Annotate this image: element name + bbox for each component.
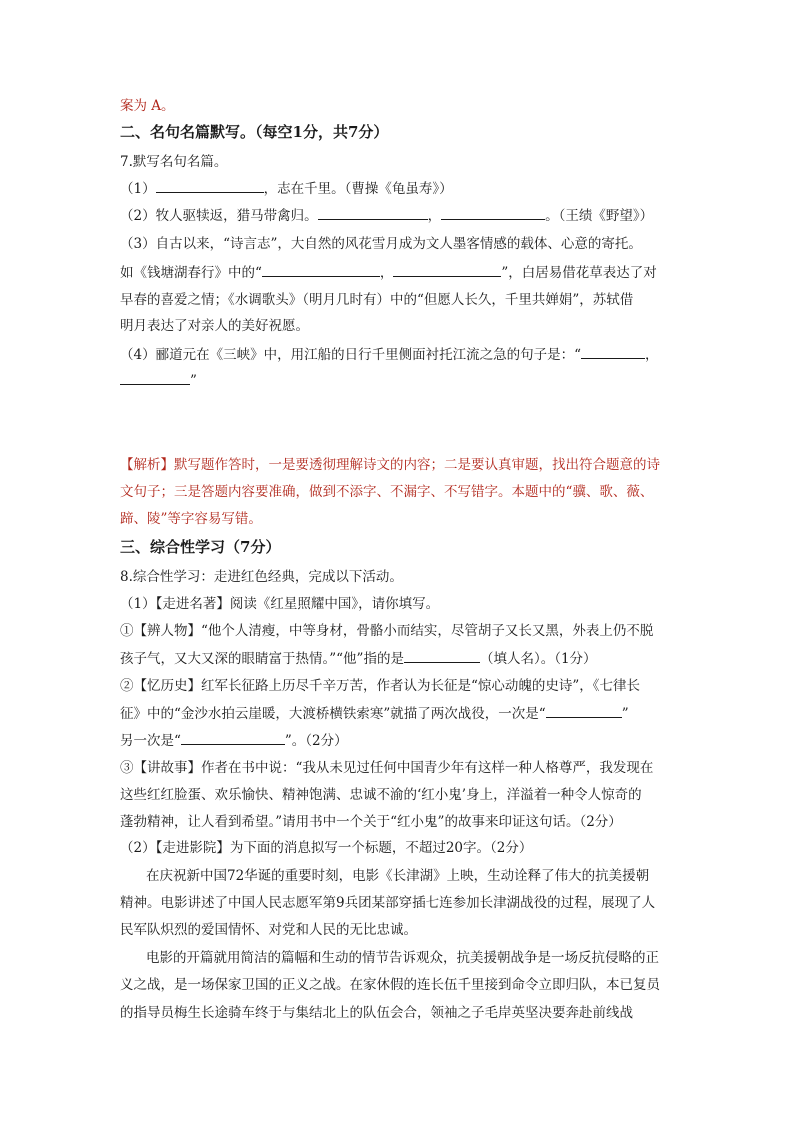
q8-item-2-line-3	[120, 730, 680, 751]
q7-item-4-close: ”	[190, 373, 197, 389]
blank	[393, 262, 501, 277]
answer-tail: 案为 A。	[120, 98, 175, 114]
q8-item-1-line-2	[120, 648, 680, 669]
news-para-1-line-2: 精神。电影讲述了中国人民志愿军第9兵团某部穿插七连参加长津湖战役的过程，展现了人	[120, 895, 656, 911]
q7-item-3-mid: ，	[379, 265, 394, 281]
q7-item-3-line-1: （3）自古以来，“诗言志”，大自然的风花雪月成为文人墨客情感的载体、心意的寄托。	[120, 236, 642, 252]
blank	[262, 262, 380, 277]
q8-item-2-line-3-suffix: ”。（2分）	[284, 733, 348, 749]
analysis-line-3: 蹄、陵”等字容易写错。	[120, 511, 262, 527]
blank	[181, 730, 285, 745]
q8-part-2: （2）【走进影院】为下面的消息拟写一个标题，不超过20字。（2分）	[120, 840, 533, 856]
blank	[156, 178, 264, 193]
news-para-2-line-2: 义之战，是一场保家卫国的正义之战。在家休假的连长伍千里接到命令立即归队，本已复员	[120, 977, 660, 993]
q8-item-3-line-1: ③【讲故事】作者在书中说：“我从未见过任何中国青少年有这样一种人格尊严，我发现在	[120, 760, 654, 776]
q8-item-2-line-3-prefix: 另一次是“	[120, 733, 181, 749]
q7-item-3-line-3: 早春的喜爱之情；《水调歌头》（明月几时有）中的“但愿人长久，千里共婵娟”，苏轼借	[120, 292, 634, 308]
q7-item-4-line-1	[120, 344, 680, 365]
blank	[581, 344, 645, 359]
question-7: 7.默写名句名篇。	[120, 154, 228, 170]
news-para-2-line-3: 的指导员梅生长途骑车终于与集结北上的队伍会合，领袖之子毛岸英坚决要奔赴前线战	[120, 1005, 633, 1021]
blank	[120, 370, 190, 385]
q7-item-3-line-4: 明月表达了对亲人的美好祝愿。	[120, 318, 309, 334]
section-heading-3: 三、综合性学习（7分）	[120, 538, 281, 556]
q8-item-2-prefix: 征》中的“金沙水拍云崖暖，大渡桥横铁索寒”就描了两次战役，一次是“	[120, 706, 546, 722]
q8-item-3-line-2: 这些红红脸蛋、欢乐愉快、精神饱满、忠诚不渝的‘红小鬼’身上，洋溢着一种令人惊奇的	[120, 787, 642, 803]
analysis-line-2: 文句子；三是答题内容要准确，做到不添字、不漏字、不写错字。本题中的“骥、歌、薇、	[120, 484, 654, 500]
q7-item-4-prefix: （4）郦道元在《三峡》中，用江船的日行千里侧面衬托江流之急的句子是：“	[120, 347, 581, 363]
blank	[546, 703, 622, 718]
news-para-1-line-3: 民军队炽烈的爱国情怀、对党和人民的无比忠诚。	[120, 922, 417, 938]
news-para-1-line-1: 在庆祝新中国72华诞的重要时刻，电影《长津湖》上映，生动诠释了伟大的抗美援朝	[146, 868, 650, 884]
q7-item-3-suffix: ”，白居易借花草表达了对	[501, 265, 657, 281]
q8-item-2-line-1: ②【忆历史】红军长征路上历尽千辛万苦，作者认为长征是“惊心动魄的史诗”，《七律长	[120, 678, 641, 694]
q7-item-2-prefix: （2）牧人驱犊返，猎马带禽归。	[120, 208, 318, 224]
q7-item-2	[120, 205, 680, 226]
q8-item-1-prefix: 孩子气，又大又深的眼睛富于热情。”“他”指的是	[120, 651, 404, 667]
q8-item-2-line-2	[120, 703, 680, 724]
blank	[441, 205, 545, 220]
blank	[318, 205, 428, 220]
q7-item-3-line-2	[120, 262, 680, 283]
q7-item-1-prefix: （1）	[120, 181, 156, 197]
q7-item-3-prefix: 如《钱塘湖春行》中的“	[120, 265, 262, 281]
q7-item-2-mid: ，	[427, 208, 442, 224]
blank	[404, 648, 480, 663]
q7-item-4-comma: ，	[645, 347, 659, 363]
analysis-line-1: 【解析】默写题作答时，一是要透彻理解诗文的内容；二是要认真审题，找出符合题意的诗	[120, 457, 660, 473]
q7-item-1	[120, 178, 680, 199]
news-para-2-line-1: 电影的开篇就用简洁的篇幅和生动的情节告诉观众，抗美援朝战争是一场反抗侵略的正	[146, 950, 659, 966]
q8-item-2-close: ”	[621, 706, 629, 722]
q7-item-4-line-2	[120, 370, 680, 391]
q7-item-1-suffix: ，志在千里。（曹操《龟虽寿》）	[263, 181, 453, 197]
q8-item-1-suffix: （填人名）。（1分）	[479, 651, 597, 667]
q8-item-1-line-1: ①【辨人物】“他个人清瘦，中等身材，骨骼小而结实，尽管胡子又长又黑，外表上仍不脱	[120, 623, 654, 639]
question-8: 8.综合性学习：走进红色经典，完成以下活动。	[120, 569, 403, 585]
q8-item-3-line-3: 蓬勃精神，让人看到希望。”请用书中一个关于“红小鬼”的故事来印证这句话。（2分）	[120, 814, 622, 830]
q7-item-2-suffix: 。（王绩《野望》）	[545, 208, 654, 224]
section-heading-2: 二、名句名篇默写。（每空1分，共7分）	[120, 123, 389, 141]
q8-part-1: （1）【走进名著】阅读《红星照耀中国》，请你填写。	[120, 596, 440, 612]
